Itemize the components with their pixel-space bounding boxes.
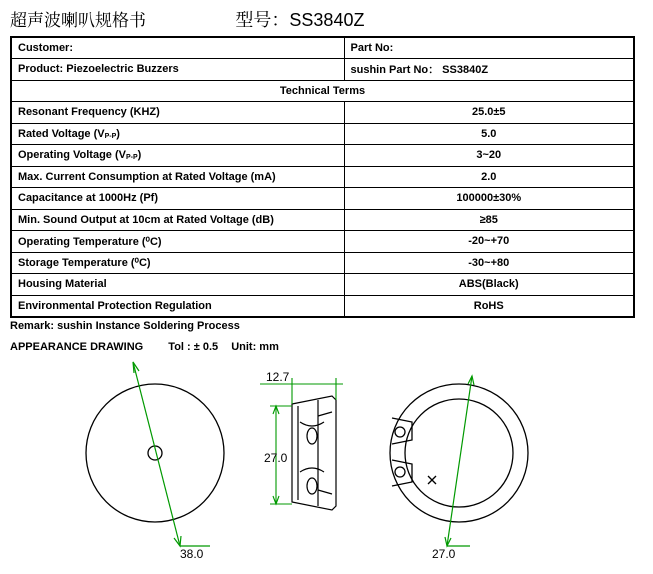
side-height-label: 27.0 (264, 451, 288, 465)
param-cell (11, 274, 344, 296)
back-dimension (445, 376, 474, 546)
param-label: Housing Material (18, 278, 107, 291)
back-view (390, 384, 528, 522)
param-suffix: ) (116, 127, 120, 140)
param-cell (11, 252, 344, 274)
param-label: Operating Temperature (⁰C) (18, 235, 162, 248)
param-cell (11, 145, 344, 167)
param-label: Operating Voltage (V (18, 149, 126, 162)
value-cell: ABS(Black) (344, 274, 634, 296)
unit-label: Unit: mm (231, 341, 279, 353)
remark-text: Remark: sushin Instance Soldering Process (10, 320, 240, 332)
side-detail (318, 412, 332, 416)
sushin-part-no-cell: sushin Part No： SS3840Z (344, 59, 634, 81)
param-label: Capacitance at 1000Hz (Pf) (18, 192, 158, 205)
front-diameter-line (133, 362, 180, 546)
value-cell: 100000±30% (344, 188, 634, 210)
param-cell (11, 188, 344, 210)
value-cell: 5.0 (344, 123, 634, 145)
model-number: 型号：SS3840Z (235, 10, 365, 30)
table-row (11, 166, 634, 188)
table-row (11, 80, 634, 102)
tolerance-label: Tol : ± 0.5 (168, 341, 219, 353)
param-label: Rated Voltage (V (18, 127, 105, 140)
param-cell (11, 231, 344, 253)
table-row (11, 231, 634, 253)
section-title: Technical Terms (11, 80, 634, 102)
param-label: Storage Temperature (⁰C) (18, 257, 151, 270)
value-cell: -30~+80 (344, 252, 634, 274)
side-pin-hole (307, 478, 317, 494)
value-cell: -20~+70 (344, 231, 634, 253)
param-label: Resonant Frequency (KHZ) (18, 106, 160, 119)
appearance-drawing (0, 356, 653, 574)
param-cell (11, 166, 344, 188)
back-pin-hole (395, 467, 405, 477)
appearance-header (10, 341, 279, 353)
value-cell: ≥85 (344, 209, 634, 231)
side-curve (300, 468, 324, 472)
table-row (11, 209, 634, 231)
table-row (11, 59, 634, 81)
side-view (292, 396, 336, 510)
part-no-cell: Part No: (344, 37, 634, 59)
value-cell: 2.0 (344, 166, 634, 188)
appearance-title: APPEARANCE DRAWING (10, 341, 144, 353)
param-cell (11, 209, 344, 231)
param-cell (11, 123, 344, 145)
document-title-chinese: 超声波喇叭规格书 (10, 11, 146, 31)
back-inner-circle (405, 399, 513, 507)
back-diameter-line (447, 376, 472, 546)
back-pin-hole (395, 427, 405, 437)
table-row (11, 37, 634, 59)
front-view (86, 384, 224, 522)
side-pin-hole (307, 428, 317, 444)
back-outer-circle (390, 384, 528, 522)
document-title (10, 6, 364, 30)
table-row (11, 295, 634, 317)
value-cell: RoHS (344, 295, 634, 317)
back-diameter-label: 27.0 (432, 547, 456, 561)
side-detail (318, 490, 332, 494)
table-row (11, 188, 634, 210)
table-row (11, 252, 634, 274)
param-subscript: P-P (104, 132, 117, 140)
table-row (11, 145, 634, 167)
front-dimension (133, 362, 210, 546)
side-depth-label: 12.7 (266, 370, 290, 384)
value-cell: 25.0±5 (344, 102, 634, 124)
param-label: Max. Current Consumption at Rated Voltage (mA) (18, 170, 276, 183)
param-cell (11, 102, 344, 124)
param-subscript: P-P (125, 154, 138, 162)
param-cell (11, 295, 344, 317)
spec-table (10, 36, 635, 318)
param-suffix: ) (137, 149, 142, 162)
table-row (11, 123, 634, 145)
product-cell: Product: Piezoelectric Buzzers (11, 59, 344, 81)
front-diameter-label: 38.0 (180, 547, 204, 561)
param-label: Min. Sound Output at 10cm at Rated Voltage (dB) (18, 213, 274, 226)
front-outer-circle (86, 384, 224, 522)
table-row (11, 102, 634, 124)
table-row (11, 274, 634, 296)
customer-cell: Customer: (11, 37, 344, 59)
side-curve (300, 422, 324, 426)
value-cell: 3~20 (344, 145, 634, 167)
param-label: Environmental Protection Regulation (18, 299, 212, 312)
